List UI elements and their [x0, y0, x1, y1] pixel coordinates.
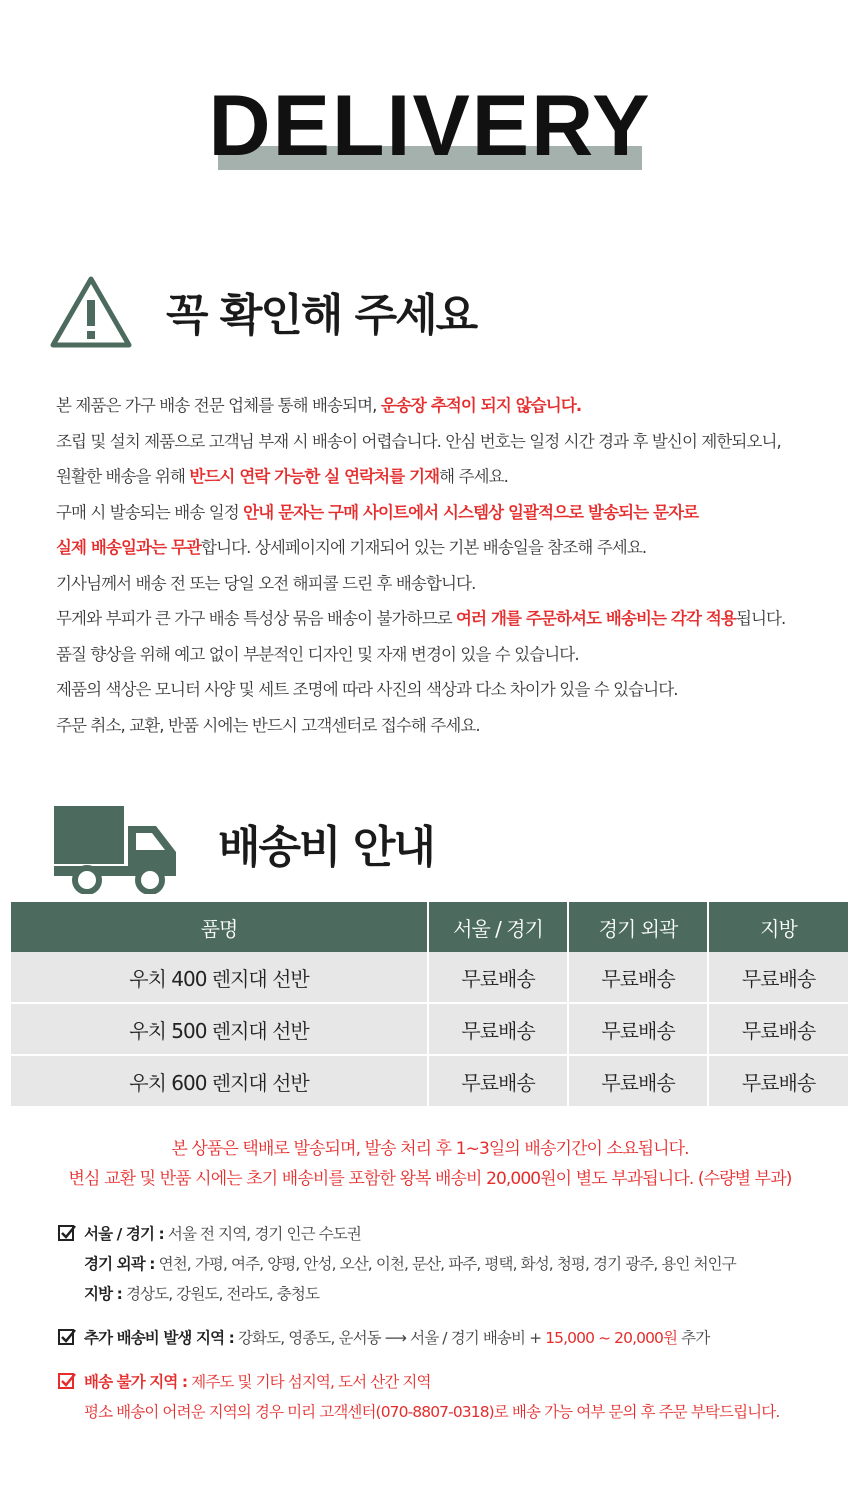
notice-line: 주문 취소, 교환, 반품 시에는 반드시 고객센터로 접수해 주세요. — [56, 715, 480, 735]
checkbox-checked-icon — [58, 1328, 76, 1346]
fee-cell: 무료배송 — [568, 952, 708, 1003]
table-row — [11, 952, 848, 1003]
notice-line: 기사님께서 배송 전 또는 당일 오전 해피콜 드린 후 배송합니다. — [56, 573, 476, 593]
fee-cell: 무료배송 — [708, 1055, 848, 1107]
header-outer: 경기 외곽 — [568, 902, 708, 952]
warning-triangle-icon — [50, 276, 132, 348]
fee-cell: 무료배송 — [708, 1003, 848, 1055]
arrow-right-icon: ⟶ — [384, 1329, 407, 1347]
region-outer: 경기 외곽 : 연천, 가평, 여주, 양평, 안성, 오산, 이천, 문산, 파주, 평택, 화성, 청평, 경기 광주, 용인 처인구 — [84, 1255, 736, 1273]
product-cell: 우치 600 렌지대 선반 — [11, 1055, 428, 1107]
checkbox-checked-icon — [58, 1224, 76, 1242]
region-extra-fee: 추가 배송비 발생 지역 : 강화도, 영종도, 운서동 ⟶ 서울 / 경기 배송비 + 15,000 ~ 20,000원 추가 — [84, 1329, 710, 1347]
shipping-fee-table — [11, 902, 848, 1108]
hero — [0, 78, 860, 178]
notice-line: 품질 향상을 위해 예고 없이 부분적인 디자인 및 자재 변경이 있을 수 있습니다. — [56, 644, 579, 664]
fee-cell: 무료배송 — [568, 1055, 708, 1107]
checkbox-checked-icon — [58, 1372, 76, 1390]
table-row — [11, 1003, 848, 1055]
notice-line: 무게와 부피가 큰 가구 배송 특성상 묶음 배송이 불가하므로 여러 개를 주문하셔도 배송비는 각각 적용됩니다. — [56, 609, 786, 628]
table-row — [11, 1055, 848, 1107]
fee-cell: 무료배송 — [428, 1003, 568, 1055]
fee-cell: 무료배송 — [428, 1055, 568, 1107]
fee-cell: 무료배송 — [428, 952, 568, 1003]
shipping-period-note: 본 상품은 택배로 발송되며, 발송 처리 후 1~3일의 배송기간이 소요됩니다. — [171, 1139, 689, 1159]
notice-line: 실제 배송일과는 무관합니다. 상세페이지에 기재되어 있는 기본 배송일을 참조해 주세요. — [56, 538, 647, 557]
notice-line: 조립 및 설치 제품으로 고객님 부재 시 배송이 어렵습니다. 안심 번호는 일정 시간 경과 후 발신이 제한되오니, — [56, 431, 781, 451]
notice-line: 구매 시 발송되는 배송 일정 안내 문자는 구매 사이트에서 시스템상 일괄적으로 발송되는 문자로 — [56, 502, 699, 522]
hero-title: DELIVERY — [208, 78, 652, 174]
region-no-delivery-note: 평소 배송이 어려운 지역의 경우 미리 고객센터(070-8807-0318)로 배송 가능 여부 문의 후 주문 부탁드립니다. — [84, 1403, 780, 1421]
fee-cell: 무료배송 — [568, 1003, 708, 1055]
delivery-truck-icon — [52, 804, 178, 894]
notice-list — [56, 388, 846, 743]
notice-line: 본 제품은 가구 배송 전문 업체를 통해 배송되며, 운송장 추적이 되지 않습니다. — [56, 396, 582, 415]
region-seoul: 서울 / 경기 : 서울 전 지역, 경기 인근 수도권 — [84, 1225, 361, 1243]
header-local: 지방 — [708, 902, 848, 952]
product-cell: 우치 500 렌지대 선반 — [11, 1003, 428, 1055]
header-seoul: 서울 / 경기 — [428, 902, 568, 952]
header-product: 품명 — [11, 902, 428, 952]
table-header-row — [11, 902, 848, 952]
return-fee-note: 변심 교환 및 반품 시에는 초기 배송비를 포함한 왕복 배송비 20,000원이 별도 부과됩니다. (수량별 부과) — [68, 1169, 792, 1189]
notice-title: 꼭 확인해 주세요 — [166, 290, 477, 341]
notice-line: 원활한 배송을 위해 반드시 연락 가능한 실 연락처를 기재해 주세요. — [56, 467, 509, 486]
fee-cell: 무료배송 — [708, 952, 848, 1003]
shipping-title: 배송비 안내 — [218, 822, 434, 873]
product-cell: 우치 400 렌지대 선반 — [11, 952, 428, 1003]
region-local: 지방 : 경상도, 강원도, 전라도, 충청도 — [84, 1285, 320, 1303]
notice-line: 제품의 색상은 모니터 사양 및 세트 조명에 따라 사진의 색상과 다소 차이가 있을 수 있습니다. — [56, 680, 678, 699]
region-no-delivery: 배송 불가 지역 : 제주도 및 기타 섬지역, 도서 산간 지역 — [84, 1373, 431, 1391]
